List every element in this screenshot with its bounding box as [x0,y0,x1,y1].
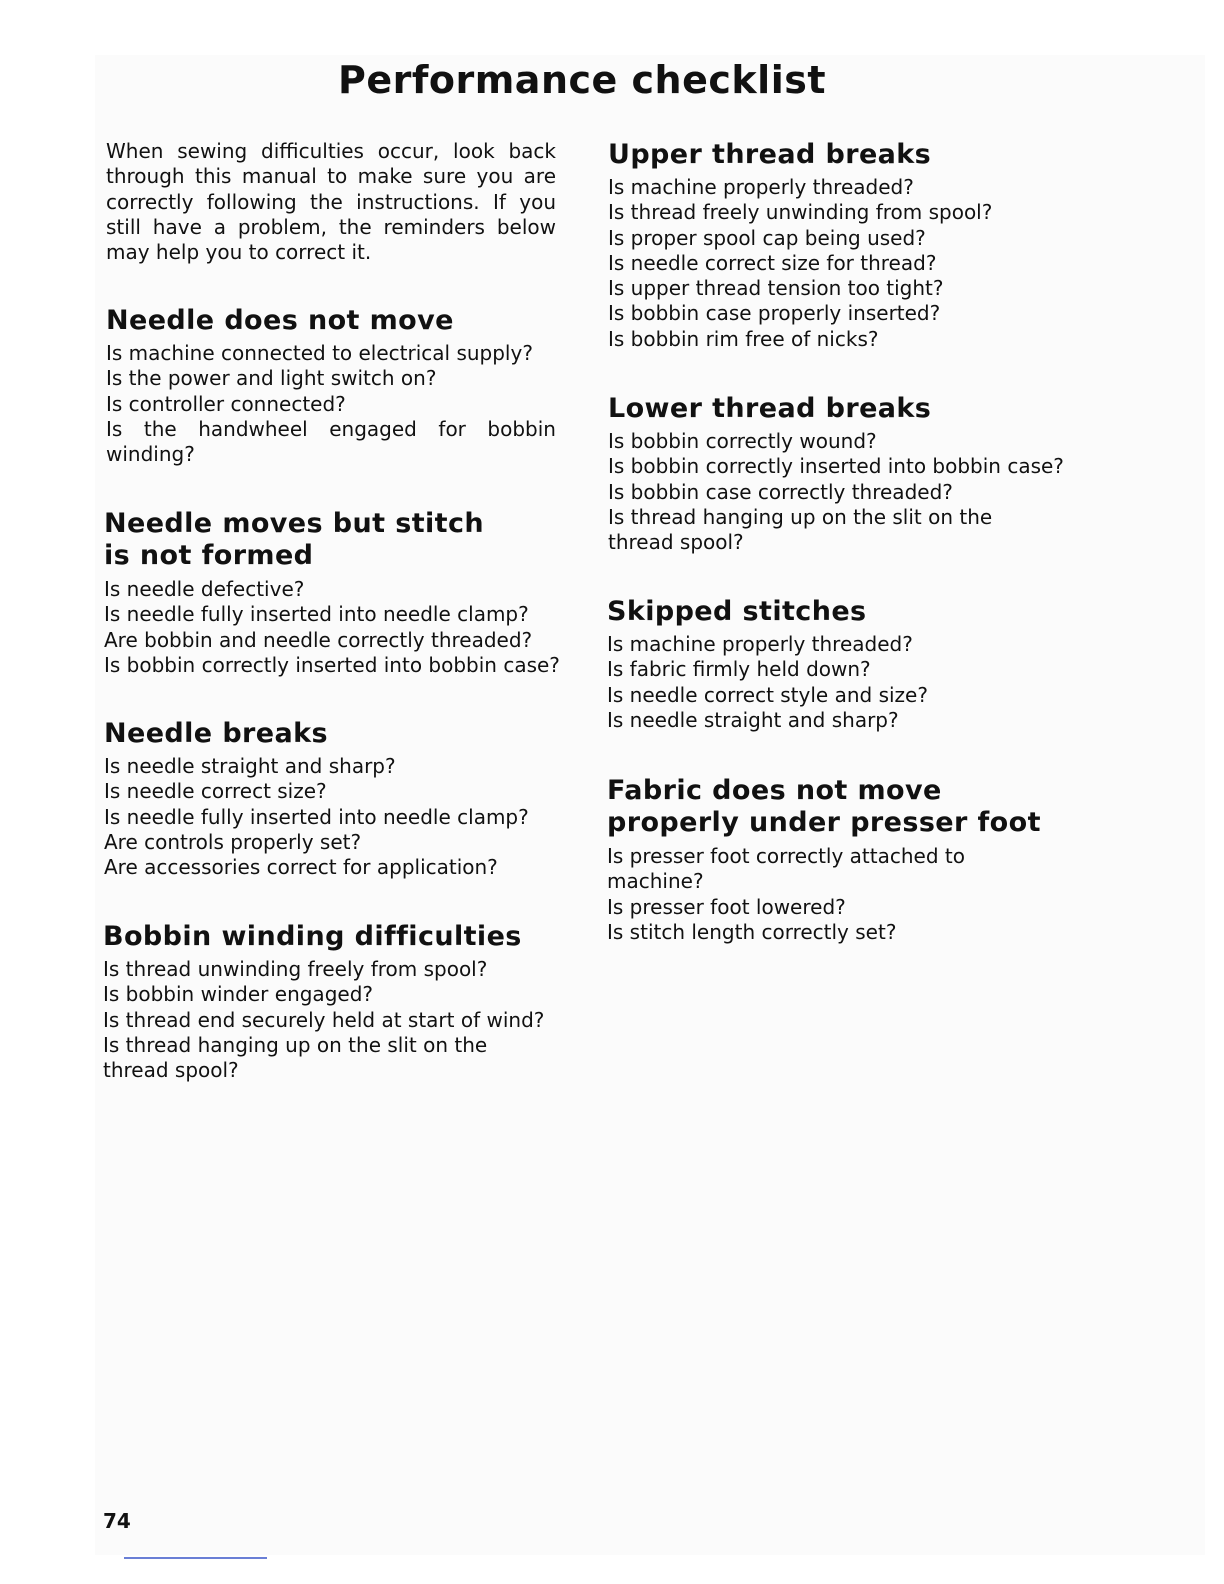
checklist-item: Is needle correct style and size? [607,682,928,707]
checklist-item: Is fabric firmly held down? [607,657,871,682]
section-heading: Needle breaks [104,718,328,749]
section-upper-thread-breaks [608,139,1078,352]
section-heading: Upper thread breaks [608,139,932,170]
section-needle-moves-stitch-not-formed [104,508,560,678]
checklist-item: Is needle defective? [104,577,305,601]
section-heading: Needle does not move [106,305,454,336]
intro-paragraph: When sewing difficulties occur, look back through this manual to make sure you are correctly following the instructions. If you still have a problem, the reminders below may help you to correct it. [106,139,556,265]
checklist-item: Is needle fully inserted into needle clamp? [104,804,529,829]
checklist-item: Is proper spool cap being used? [608,225,926,250]
section-fabric-does-not-move [607,775,1067,945]
checklist-item: Is needle straight and sharp? [104,754,396,778]
checklist-item: Are controls properly set? [104,829,362,854]
section-heading: Lower thread breaks [608,393,932,424]
checklist-item: Is controller connected? [106,391,346,416]
checklist-item: Is machine connected to electrical supply? [106,341,533,365]
checklist-item: Is machine properly threaded? [608,175,914,199]
checklist-item: Is thread freely unwinding from spool? [608,200,993,225]
checklist-item: Is needle correct size for thread? [608,250,937,275]
section-heading: Fabric does not move properly under presser foot [607,775,1041,838]
page-title: Performance checklist [337,58,827,102]
checklist-item: Is thread end securely held at start of wind? [103,1007,545,1032]
checklist-item: Is stitch length correctly set? [607,919,897,944]
checklist-item: Is thread hanging up on the slit on the thread spool? [103,1032,488,1083]
checklist-item: Is upper thread tension too tight? [608,276,944,301]
checklist-item: Is bobbin correctly inserted into bobbin case? [104,652,560,677]
checklist-item: Are accessories correct for application? [104,855,498,880]
checklist-item: Is machine properly threaded? [607,632,913,656]
checklist [607,844,1067,945]
checklist-item: Is thread hanging up on the slit on the thread spool? [608,504,993,555]
section-needle-does-not-move [106,305,576,467]
checklist-item: Is needle fully inserted into needle clamp? [104,602,529,627]
section-heading: Bobbin winding difficulties [103,921,522,952]
page-number: 74 [103,1509,131,1533]
section-lower-thread-breaks [608,393,1078,555]
checklist [607,632,1077,733]
checklist-item: Is needle correct size? [104,779,327,804]
checklist-item: Is needle straight and sharp? [607,707,899,732]
checklist-item: Is the power and light switch on? [106,366,437,391]
section-heading: Skipped stitches [607,596,867,627]
checklist-item: Is bobbin rim free of nicks? [608,326,879,351]
section-bobbin-winding-difficulties [103,921,573,1083]
checklist-item: Is bobbin correctly inserted into bobbin case? [608,454,1064,479]
checklist-item: Is bobbin case correctly threaded? [608,479,953,504]
section-skipped-stitches [607,596,1077,733]
checklist [608,429,1078,555]
checklist [103,957,573,1083]
checklist [608,175,1078,352]
checklist-item: Is bobbin correctly wound? [608,429,877,453]
footer-rule [124,1557,267,1559]
section-heading: Needle moves but stitch is not formed [104,508,485,571]
checklist-item: Is bobbin winder engaged? [103,982,373,1007]
checklist [104,754,574,880]
checklist-item: Is thread unwinding freely from spool? [103,957,488,981]
checklist [104,577,574,678]
checklist-item: Are bobbin and needle correctly threaded? [104,627,533,652]
checklist-item: Is bobbin case properly inserted? [608,301,941,326]
section-needle-breaks [104,718,574,880]
checklist-item: Is presser foot correctly attached to machine? [607,844,965,894]
checklist [106,341,576,467]
checklist-item: Is presser foot lowered? [607,894,846,919]
checklist-item: Is the handwheel engaged for bobbin winding? [106,416,556,467]
